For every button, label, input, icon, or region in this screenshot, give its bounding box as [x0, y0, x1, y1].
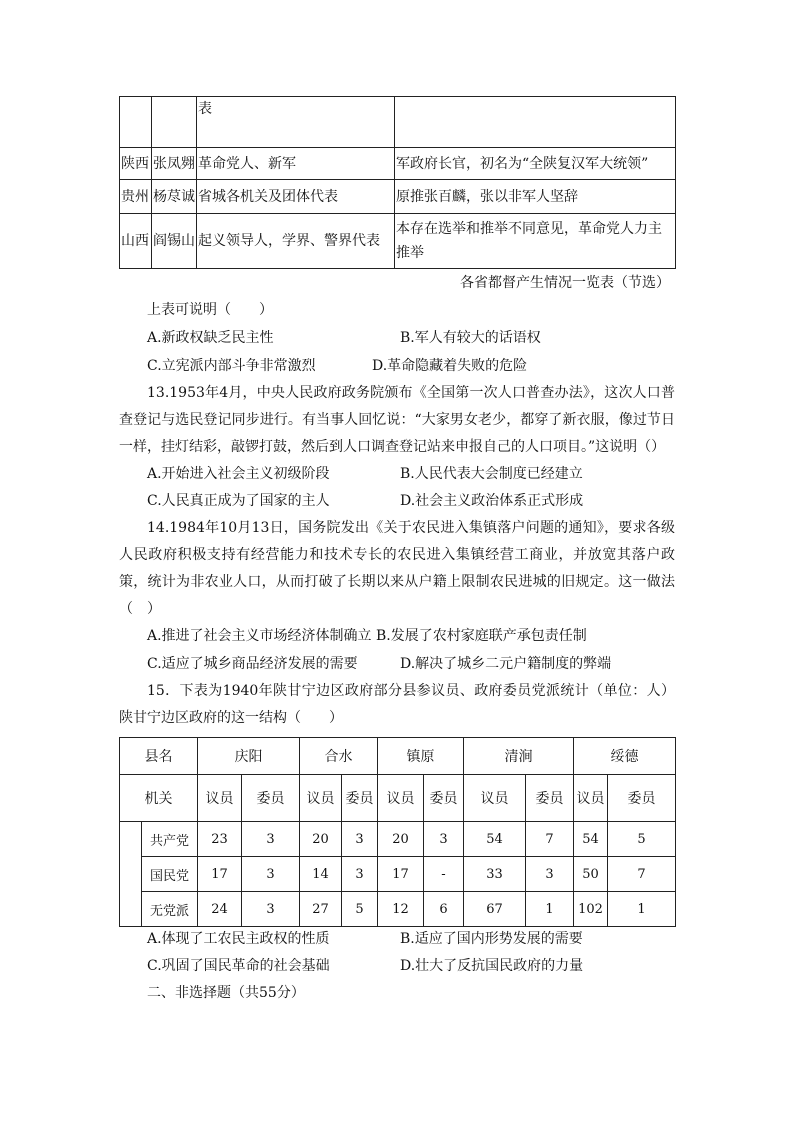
table-cell: 3 — [526, 857, 574, 892]
table-cell: 3 — [242, 892, 300, 927]
note-cell: 本存在选举和推举不同意见，革命党人力主推举 — [395, 214, 676, 269]
q12-option-b[interactable]: B.军人有较大的话语权 — [400, 330, 541, 346]
q13-option-d[interactable]: D.社会主义政治体系正式形成 — [400, 493, 584, 509]
table-row — [120, 857, 676, 892]
table-cell: 12 — [378, 892, 424, 927]
table-cell: 3 — [342, 822, 378, 857]
county-header: 庆阳 — [198, 738, 300, 775]
table-cell: 102 — [574, 892, 608, 927]
q14-option-c[interactable]: C.适应了城乡商品经济发展的需要 — [147, 656, 358, 672]
table-cell — [120, 97, 152, 148]
table-cell: 24 — [198, 892, 242, 927]
note-cell: 军政府长官，初名为“全陕复汉军大统领” — [395, 148, 676, 180]
county-header: 合水 — [300, 738, 378, 775]
table-cell: 14 — [300, 857, 342, 892]
governor-cell: 杨荩诚 — [152, 180, 197, 214]
table-cell: 5 — [608, 822, 676, 857]
table-cell: 3 — [424, 822, 464, 857]
sub-header: 委员 — [526, 775, 574, 822]
table-cell: 20 — [378, 822, 424, 857]
q13-option-b[interactable]: B.人民代表大会制度已经建立 — [400, 466, 583, 482]
governor-cell: 张凤翙 — [152, 148, 197, 180]
q14-option-d[interactable]: D.解决了城乡二元户籍制度的弊端 — [400, 656, 612, 672]
sub-header: 委员 — [242, 775, 300, 822]
table-cell: 3 — [242, 857, 300, 892]
table-cell: 1 — [526, 892, 574, 927]
sub-header: 议员 — [378, 775, 424, 822]
question-15-stem: 15．下表为1940年陕甘宁边区政府部分县参议员、政府委员党派统计（单位：人）陕甘宁边区政府的这一结构（ ） — [119, 683, 675, 726]
table-cell: 33 — [464, 857, 526, 892]
table-cell: - — [424, 857, 464, 892]
county-header: 清涧 — [464, 738, 574, 775]
q14-option-a[interactable]: A.推进了社会主义市场经济体制确立 — [147, 628, 372, 644]
table-cell: 6 — [424, 892, 464, 927]
table-cell: 表 — [197, 97, 395, 148]
sub-header: 议员 — [464, 775, 526, 822]
county-label: 县名 — [120, 738, 198, 775]
table-cell: 3 — [342, 857, 378, 892]
table-cell: 23 — [198, 822, 242, 857]
table-header-row — [120, 738, 676, 775]
electorate-cell: 省城各机关及团体代表 — [197, 180, 395, 214]
section-heading: 二、非选择题（共55分） — [147, 985, 305, 1001]
electorate-cell: 革命党人、新军 — [197, 148, 395, 180]
table-row — [120, 892, 676, 927]
table-cell: 20 — [300, 822, 342, 857]
sub-header: 委员 — [424, 775, 464, 822]
table-header-row — [120, 775, 676, 822]
q13-option-a[interactable]: A.开始进入社会主义初级阶段 — [147, 466, 330, 482]
table-cell: 5 — [342, 892, 378, 927]
table-cell — [120, 822, 142, 927]
sub-header: 议员 — [300, 775, 342, 822]
table-row — [120, 180, 676, 214]
table-cell: 54 — [464, 822, 526, 857]
table-cell: 54 — [574, 822, 608, 857]
county-header: 镇原 — [378, 738, 464, 775]
table-cell: 3 — [242, 822, 300, 857]
county-header: 绥德 — [574, 738, 676, 775]
sub-header: 委员 — [342, 775, 378, 822]
table-cell: 50 — [574, 857, 608, 892]
province-cell: 山西 — [120, 214, 152, 269]
table-cell — [152, 97, 197, 148]
table-cell: 67 — [464, 892, 526, 927]
q15-option-d[interactable]: D.壮大了反抗国民政府的力量 — [400, 958, 584, 974]
sub-header: 议员 — [574, 775, 608, 822]
table-row — [120, 97, 676, 148]
table-cell: 7 — [526, 822, 574, 857]
table-row — [120, 822, 676, 857]
table-cell: 27 — [300, 892, 342, 927]
question-12-stem: 上表可说明（ ） — [147, 302, 273, 318]
party-name: 无党派 — [142, 892, 198, 927]
sub-header: 委员 — [608, 775, 676, 822]
party-name: 国民党 — [142, 857, 198, 892]
table-cell: 1 — [608, 892, 676, 927]
province-governor-table — [119, 96, 676, 269]
q12-option-d[interactable]: D.革命隐藏着失败的危险 — [372, 358, 528, 374]
q13-option-c[interactable]: C.人民真正成为了国家的主人 — [147, 493, 330, 509]
sub-header: 议员 — [198, 775, 242, 822]
table-row — [120, 214, 676, 269]
party-name: 共产党 — [142, 822, 198, 857]
province-cell: 贵州 — [120, 180, 152, 214]
q14-option-b[interactable]: B.发展了农村家庭联产承包责任制 — [376, 628, 587, 644]
table-caption: 各省都督产生情况一览表（节选） — [460, 275, 670, 291]
question-14-stem: 14.1984年10月13日，国务院发出《关于农民进入集镇落户问题的通知》，要求各级人民政府积极支持有经营能力和技术专长的农民进入集镇经营工商业，并放宽其落户政策，统计为非农业人口，从而打破了长期以来从户籍上限制农民进城的旧规定。这一做法（ ） — [119, 520, 675, 617]
province-cell: 陕西 — [120, 148, 152, 180]
organ-label: 机关 — [120, 775, 198, 822]
party-statistics-table — [119, 737, 676, 927]
q12-option-c[interactable]: C.立宪派内部斗争非常激烈 — [147, 358, 316, 374]
q15-option-a[interactable]: A.体现了工农民主政权的性质 — [147, 931, 330, 947]
question-13-stem: 13.1953年4月，中央人民政府政务院颁布《全国第一次人口普查办法》，这次人口普查登记与选民登记同步进行。有当事人回忆说：“大家男女老少，都穿了新衣服，像过节日一样，挂灯结彩，敲锣打鼓，然后到人口调查登记站来申报自己的人口项目。”这说明（） — [119, 385, 675, 455]
q15-option-c[interactable]: C.巩固了国民革命的社会基础 — [147, 958, 330, 974]
table-cell: 7 — [608, 857, 676, 892]
q12-option-a[interactable]: A.新政权缺乏民主性 — [147, 330, 274, 346]
electorate-cell: 起义领导人，学界、警界代表 — [197, 214, 395, 269]
table-row — [120, 148, 676, 180]
table-cell — [395, 97, 676, 148]
q15-option-b[interactable]: B.适应了国内形势发展的需要 — [400, 931, 583, 947]
table-cell: 17 — [378, 857, 424, 892]
note-cell: 原推张百麟，张以非军人坚辞 — [395, 180, 676, 214]
governor-cell: 阎锡山 — [152, 214, 197, 269]
table-cell: 17 — [198, 857, 242, 892]
